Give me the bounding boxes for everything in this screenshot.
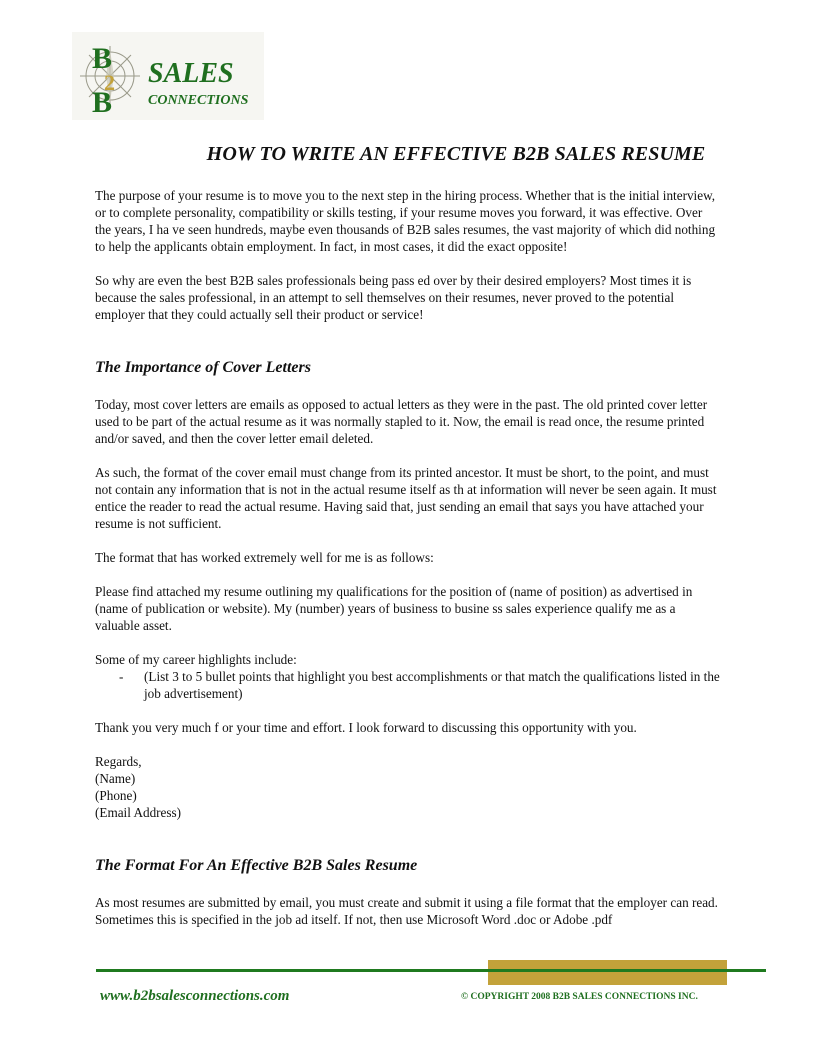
intro-paragraph-2: So why are even the best B2B sales professionals being pass ed over by their desired employers? Most times it is because the sales professional, in an attempt to sell themselves on their resumes, never proved to the potential employer that they could actually sell their product or service!	[95, 273, 692, 322]
sample-email-closing: Thank you very much f or your time and effort. I look forward to discussing this opportunity with you.	[95, 720, 637, 735]
sample-email-paragraph-1: Please find attached my resume outlining my qualifications for the position of (name of position) as advertised in (name of publication or website). My (number) years of business to busine ss sales experience qualify me as a valuable asset.	[95, 584, 693, 633]
footer-accent-bar	[488, 960, 727, 985]
logo-letter-b-second: B	[92, 86, 113, 119]
bullet-dash: -	[119, 669, 124, 684]
signoff-name: (Name)	[95, 771, 136, 786]
document-title: HOW TO WRITE AN EFFECTIVE B2B SALES RESUME	[206, 143, 706, 165]
logo-word-sales: SALES	[148, 58, 234, 89]
logo-graphic	[72, 32, 264, 120]
bullet-text: (List 3 to 5 bullet points that highlight you best accomplishments or that match the qualifications listed in the job advertisement)	[144, 669, 720, 701]
signoff-email: (Email Address)	[95, 805, 182, 820]
cover-letters-paragraph-1: Today, most cover letters are emails as opposed to actual letters as they were in the past. The old printed cover letter used to be part of the actual resume as it was normally stapled to it. Now, the email is read once, the resume printed and/or saved, and then the cover letter email deleted.	[95, 397, 708, 446]
logo-digit-2: 2	[104, 70, 115, 95]
signoff-regards: Regards,	[95, 754, 142, 769]
footer-website-link[interactable]: www.b2bsalesconnections.com	[100, 988, 290, 1004]
document-body	[95, 187, 720, 928]
intro-paragraph-1: The purpose of your resume is to move you to the next step in the hiring process. Whether that is the initial interview, or to complete personality, compatibility or skills testing, if your resume moves you forward, it was effective. Over the years, I ha ve seen hundreds, maybe even thousands of B2B sales resumes, the vast majority of which did nothing to help the applicants obtain employment. In fact, in most cases, it did the exact opposite!	[95, 188, 716, 254]
sample-email-bullet	[119, 668, 720, 702]
company-logo	[72, 32, 264, 120]
resume-format-paragraph-1: As most resumes are submitted by email, you must create and submit it using a file format that the employer can read. Sometimes this is specified in the job ad itself. If not, then use Microsoft Word .doc or Adobe .pdf	[95, 895, 718, 927]
sample-email-highlights-intro: Some of my career highlights include:	[95, 652, 297, 667]
footer-copyright: © COPYRIGHT 2008 B2B SALES CONNECTIONS INC.	[461, 992, 698, 1002]
section-heading-resume-format: The Format For An Effective B2B Sales Resume	[95, 857, 418, 874]
section-heading-cover-letters: The Importance of Cover Letters	[95, 359, 311, 376]
signoff-phone: (Phone)	[95, 788, 137, 803]
logo-letter-b: B	[92, 42, 113, 75]
footer-divider	[96, 969, 766, 972]
logo-word-connections: CONNECTIONS	[148, 93, 249, 108]
cover-letters-paragraph-3: The format that has worked extremely well for me is as follows:	[95, 550, 434, 565]
cover-letters-paragraph-2: As such, the format of the cover email must change from its printed ancestor. It must be short, to the point, and must not contain any information that is not in the actual resume itself as th at information will never be seen again. It must entice the reader to read the actual resume. Having said that, just sending an email that says you have attached your resume is not sufficient.	[95, 465, 717, 531]
